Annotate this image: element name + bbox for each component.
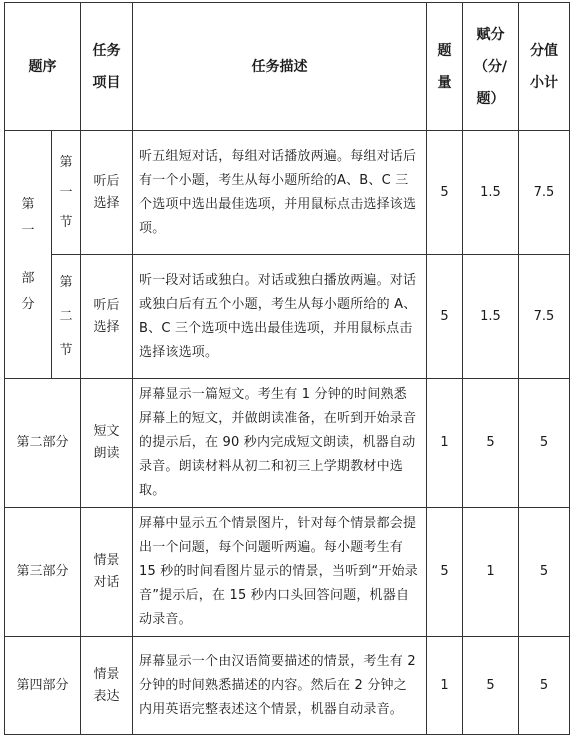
task-description: 屏幕显示一个由汉语简要描述的情景，考生有 2 分钟的时间熟悉描述的内容。然后在 2 分钟之内用英语完整表述这个情景，机器自动录音。	[133, 637, 427, 735]
task-item: 情景 表达	[81, 637, 133, 735]
header-subtotal: 分值 小计	[519, 3, 570, 131]
header-task-item: 任务 项目	[81, 3, 133, 131]
section-one-label: 第 一 节	[52, 131, 81, 255]
score-per-question: 5	[463, 379, 519, 508]
question-count: 5	[427, 255, 463, 379]
question-count: 1	[427, 379, 463, 508]
part-label: 第四部分	[5, 637, 81, 735]
header-order: 题序	[5, 3, 81, 131]
part-label: 第三部分	[5, 508, 81, 637]
table-row	[5, 255, 570, 379]
header-count: 题 量	[427, 3, 463, 131]
subtotal: 5	[519, 508, 570, 637]
task-description: 听一段对话或独白。对话或独白播放两遍。对话或独白后有五个小题，考生从每小题所给的 A、B、C 三个选项中选出最佳选项，并用鼠标点击选择该选项。	[133, 255, 427, 379]
subtotal: 5	[519, 637, 570, 735]
task-item: 情景 对话	[81, 508, 133, 637]
subtotal: 7.5	[519, 131, 570, 255]
header-task-desc: 任务描述	[133, 3, 427, 131]
question-count: 5	[427, 131, 463, 255]
score-per-question: 1.5	[463, 131, 519, 255]
part-one-label: 第 一 部 分	[5, 131, 52, 379]
task-description: 屏幕显示一篇短文。考生有 1 分钟的时间熟悉屏幕上的短文，并做朗读准备，在听到开始录音的提示后，在 90 秒内完成短文朗读，机器自动录音。朗读材料从初二和初三上学期教材中选取。	[133, 379, 427, 508]
task-item: 听后 选择	[81, 131, 133, 255]
subtotal: 7.5	[519, 255, 570, 379]
exam-spec-table	[4, 2, 570, 735]
question-count: 1	[427, 637, 463, 735]
section-two-label: 第 二 节	[52, 255, 81, 379]
task-item: 短文 朗读	[81, 379, 133, 508]
task-item: 听后 选择	[81, 255, 133, 379]
task-description: 听五组短对话，每组对话播放两遍。每组对话后有一个小题，考生从每小题所给的A、B、C 三个选项中选出最佳选项，并用鼠标点击选择该选项。	[133, 131, 427, 255]
task-description: 屏幕中显示五个情景图片，针对每个情景都会提出一个问题，每个问题听两遍。每小题考生有 15 秒的时间看图片显示的情景，当听到“开始录音”提示后，在 15 秒内口头回答问题，机器自动录音。	[133, 508, 427, 637]
table-row	[5, 637, 570, 735]
question-count: 5	[427, 508, 463, 637]
score-per-question: 1.5	[463, 255, 519, 379]
part-label: 第二部分	[5, 379, 81, 508]
header-row	[5, 3, 570, 131]
table-row	[5, 379, 570, 508]
subtotal: 5	[519, 379, 570, 508]
header-score-per: 赋分 （分/ 题）	[463, 3, 519, 131]
table-row	[5, 508, 570, 637]
table-row	[5, 131, 570, 255]
score-per-question: 5	[463, 637, 519, 735]
score-per-question: 1	[463, 508, 519, 637]
